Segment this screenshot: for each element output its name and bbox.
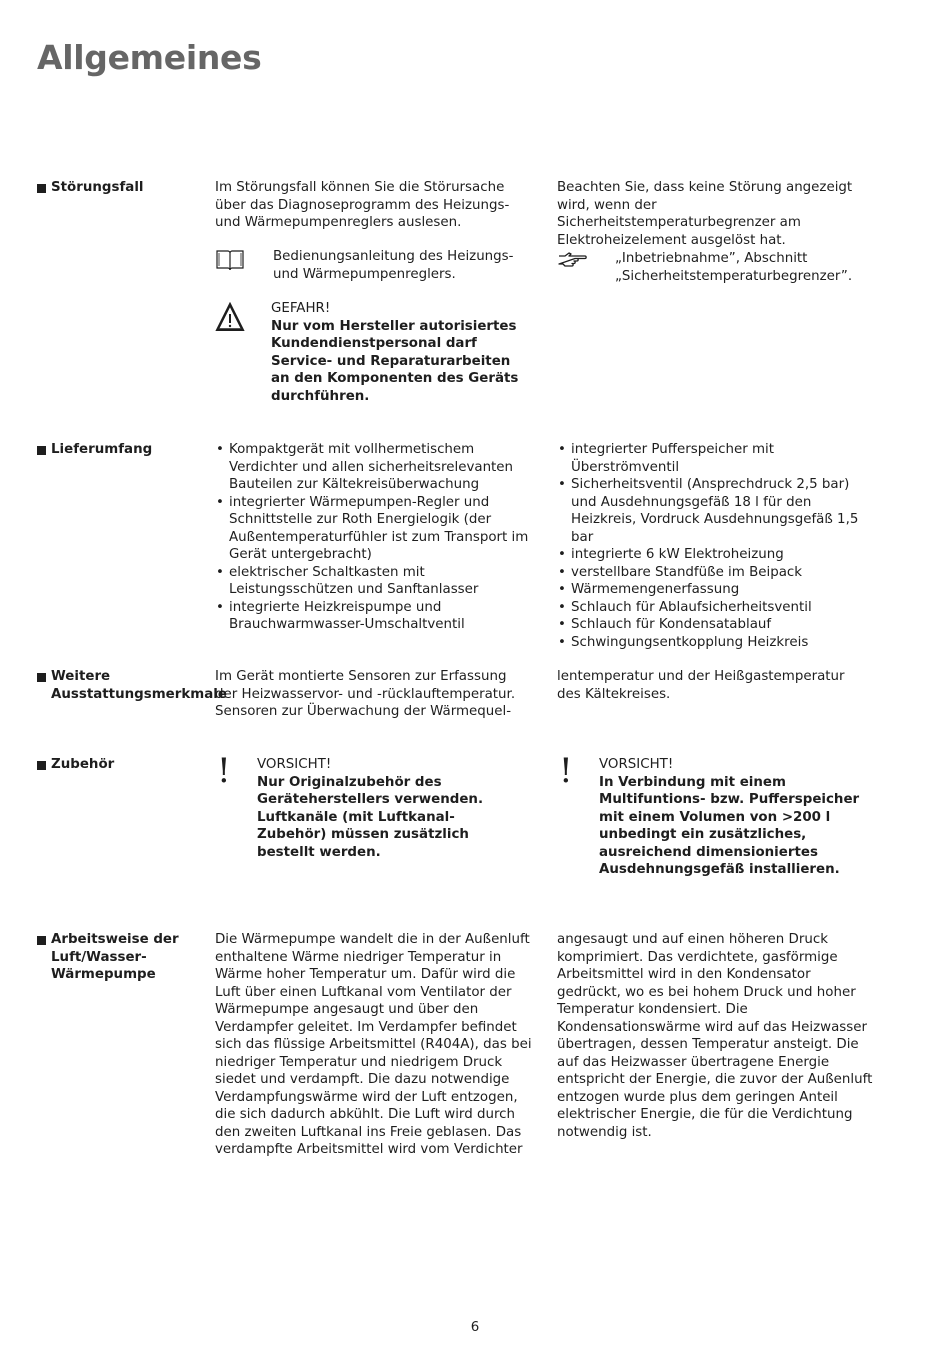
exclamation-icon: ! [559, 751, 573, 791]
bullet-square [37, 761, 46, 770]
danger-text: Nur vom Hersteller autorisiertes Kundendienstpersonal darf Service- und Reparaturarbeiten an den Komponenten des Geräts durchführen. [271, 318, 519, 404]
lieferumfang-list-2 [557, 441, 873, 651]
caution-text: Nur Originalzubehör des Geräteherstellers verwenden. Luftkanäle (mit Luftkanal-Zubehör) müssen zusätzlich bestellt werden. [257, 774, 484, 860]
caution-title: VORSICHT! [599, 757, 674, 772]
section-label-ausstattung: Weitere Ausstattungsmerkmale [37, 668, 177, 703]
section-label-lieferumfang: Lieferumfang [37, 441, 197, 459]
caution-note-2-body [599, 756, 877, 879]
list-item: • Sicherheitsventil (Ansprechdruck 2,5 bar) und Ausdehnungsgefäß 18 l für den Heizkreis, Vordruck Ausdehnungsgefäß 1,5 bar [557, 476, 873, 546]
page-number: 6 [470, 1320, 480, 1335]
list-item: • integrierter Pufferspeicher mit Überströmventil [557, 441, 873, 476]
bullet-square [37, 673, 46, 682]
page-title: Allgemeines [37, 38, 262, 77]
hand-note-text: „Inbetriebnahme”, Abschnitt „Sicherheitstemperaturbegrenzer”. [615, 251, 853, 284]
bullet-square [37, 184, 46, 193]
bullet-square [37, 446, 46, 455]
section-label-stoerungsfall: Störungsfall [37, 179, 197, 197]
list-item: • elektrischer Schaltkasten mit Leistungsschützen und Sanftanlasser [215, 564, 533, 599]
exclamation-icon: ! [217, 751, 231, 791]
arbeitsweise-text: Die Wärmepumpe wandelt die in der Außenluft enthaltene Wärme niedriger Temperatur in Wärme hoher Temperatur um. Dafür wird die Luft über einen Luftkanal vom Ventilator der Wärmepumpe angesaugt und über den Verdampfer geleitet. Im Verdampfer befindet sich das flüssige Arbeitsmittel (R404A), das bei niedriger Temperatur und niedrigem Druck siedet und verdampft. Die dazu notwendige Verdampfungswärme wird der Luft entzogen, die sich dadurch abkühlt. Die Luft wird durch den zweiten Luftkanal ins Freie geblasen. Das verdampfte Arbeitsmittel wird vom Verdichter [215, 932, 532, 1157]
bullet-square [37, 936, 46, 945]
pointing-hand-icon [557, 251, 589, 275]
list-item: • integrierte 6 kW Elektroheizung [557, 546, 873, 564]
stoerungsfall-text: Im Störungsfall können Sie die Störursache über das Diagnoseprogramm des Heizungs- und Wärmepumpenreglers auslesen. [215, 180, 510, 230]
danger-note [215, 300, 535, 410]
book-icon [215, 248, 245, 278]
list-item: • Wärmemengenerfassung [557, 581, 873, 599]
caution-title: VORSICHT! [257, 757, 332, 772]
hand-note [557, 250, 879, 290]
caution-note-1-body [257, 756, 515, 861]
danger-title: GEFAHR! [271, 301, 331, 316]
ausstattung-col2-text: lentemperatur und der Heißgastemperatur des Kältekreises. [557, 669, 845, 702]
caution-text: In Verbindung mit einem Multifuntions- bzw. Pufferspeicher mit einem Volumen von >200 l unbedingt ein zusätzliches, ausreichend dimensioniertes Ausdehnungsgefäß installieren. [599, 774, 860, 877]
list-item: • Schlauch für Kondensatablauf [557, 616, 873, 634]
caution-note-1 [215, 751, 535, 860]
section-label-arbeitsweise: Arbeitsweise der Luft/Wasser-Wärmepumpe [37, 931, 197, 984]
list-item: • Kompaktgerät mit vollhermetischem Verdichter und allen sicherheitsrelevanten Bauteilen zur Kältekreisüberwachung [215, 441, 533, 494]
list-item: • Schwingungsentkopplung Heizkreis [557, 634, 873, 652]
caution-note-2 [557, 751, 879, 877]
list-item: • Schlauch für Ablaufsicherheitsventil [557, 599, 873, 617]
ausstattung-text: Im Gerät montierte Sensoren zur Erfassung der Heizwasservor- und -rücklauftemperatur. Sensoren zur Überwachung der Wärmequel- [215, 669, 516, 719]
warning-triangle-icon [215, 302, 245, 338]
list-item: • verstellbare Standfüße im Beipack [557, 564, 873, 582]
stoerungsfall-col2-text: Beachten Sie, dass keine Störung angezeigt wird, wenn der Sicherheitstemperaturbegrenzer am Elektroheizelement ausgelöst hat. [557, 180, 853, 248]
list-item: • integrierter Wärmepumpen-Regler und Schnittstelle zur Roth Energielogik (der Außentemperaturfühler ist zum Transport im Gerät untergebracht) [215, 494, 533, 564]
section-label-zubehoer: Zubehör [37, 756, 197, 774]
book-note [215, 248, 535, 288]
danger-note-body [271, 300, 527, 405]
arbeitsweise-col2-text: angesaugt und auf einen höheren Druck komprimiert. Das verdichtete, gasförmige Arbeitsmittel wird in den Kondensator gedrückt, wo es bei hohem Druck und hoher Temperatur kondensiert. Die Kondensationswärme wird auf das Heizwasser übertragen, dessen Temperatur ansteigt. Die auf das Heizwasser übertragene Energie entspricht der Energie, die zuvor der Außenluft entzogen wurde plus dem geringen Anteil elektrischer Energie, die für die Verdichtung notwendig ist. [557, 932, 873, 1140]
list-item: • integrierte Heizkreispumpe und Brauchwarmwasser-Umschaltventil [215, 599, 533, 634]
book-note-text: Bedienungsanleitung des Heizungs- und Wärmepumpenreglers. [273, 249, 514, 282]
lieferumfang-list-1 [215, 441, 533, 634]
